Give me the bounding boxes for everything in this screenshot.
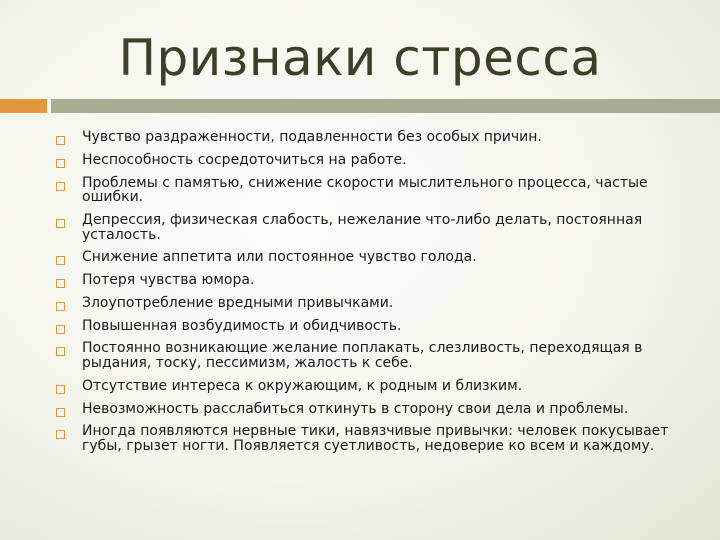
list-item-text: Повышенная возбудимость и обидчивость. [82,317,402,334]
page-title: Признаки стресса [118,29,602,87]
list-item [56,379,686,402]
hollow-square-icon [56,136,65,145]
title-divider-accent [0,99,47,113]
stress-signs-list [56,130,686,462]
hollow-square-icon [56,279,65,288]
list-item-text: Снижение аппетита или постоянное чувство голода. [82,249,477,266]
list-item-text: Отсутствие интереса к окружающим, к родным и близким. [82,377,523,394]
list-item [56,341,686,378]
hollow-square-icon [56,159,65,168]
hollow-square-icon [56,347,65,356]
title-divider-bar [51,99,720,113]
hollow-square-icon [56,408,65,417]
list-item-text: Депрессия, физическая слабость, нежелание что-либо делать, постоянная усталость. [82,211,643,243]
list-item [56,176,686,213]
list-item [56,213,686,250]
list-item-text: Потеря чувства юмора. [82,272,255,289]
list-item [56,273,686,296]
list-item [56,296,686,319]
hollow-square-icon [56,302,65,311]
list-item-text: Иногда появляются нервные тики, навязчивые привычки: человек покусывает губы, грызет ногти. Появляется суетливость, недоверие ко всем и каждому. [82,423,669,454]
list-item [56,402,686,425]
hollow-square-icon [56,430,65,439]
hollow-square-icon [56,219,65,228]
list-item [56,424,686,461]
list-item-text: Проблемы с памятью, снижение скорости мыслительного процесса, частые ошибки. [82,174,648,206]
list-item-text: Чувство раздраженности, подавленности без особых причин. [82,129,542,145]
hollow-square-icon [56,325,65,334]
hollow-square-icon [56,256,65,265]
hollow-square-icon [56,182,65,191]
list-item-text: Неспособность сосредоточиться на работе. [82,151,407,168]
list-item [56,153,686,176]
hollow-square-icon [56,385,65,394]
list-item-text: Злоупотребление вредными привычками. [82,294,394,311]
list-item-text: Невозможность расслабиться откинуть в сторону свои дела и проблемы. [82,400,629,417]
list-item [56,130,686,153]
list-item-text: Постоянно возникающие желание поплакать, слезливость, переходящая в рыдания, тоску, пессимизм, жалость к себе. [82,340,643,372]
list-item [56,250,686,273]
list-item [56,319,686,342]
